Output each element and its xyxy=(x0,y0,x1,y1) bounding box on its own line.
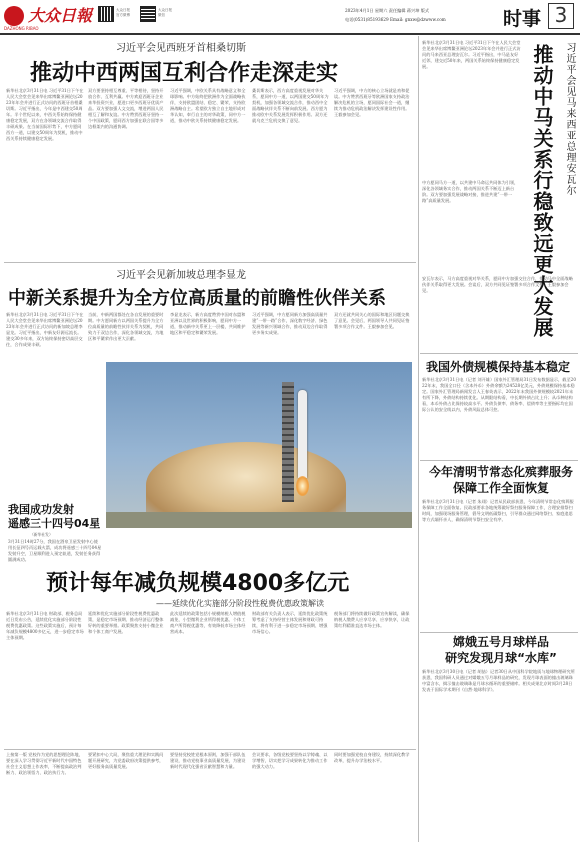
contact-line: 电话(0531)85193629 Email: gnxw@dzwww.com xyxy=(345,17,446,22)
article2-col3: 李显龙表示，新方高度赞赏中国对东盟和亚洲以及世界的积极影响，愿同中方一道，推动新中关系更上一层楼，共同维护地区和平稳定和繁荣发展。 xyxy=(170,312,246,335)
paper-pinyin: DAZHONG RIBAO xyxy=(4,26,39,31)
paper-name: 大众日報 xyxy=(28,6,93,25)
article2-headline: 中新关系提升为全方位高质量的前瞻性伙伴关系 xyxy=(8,288,386,309)
bottom-col2: 要紧扣中心大局，聚焦重大理论和实践问题开展研究，为党委政府决策提供参考，更好服务高质量发展。 xyxy=(88,752,164,769)
rocket-flame xyxy=(296,476,309,496)
launch-tower xyxy=(282,382,294,502)
article2-kicker: 习近平会见新加坡总理李显龙 xyxy=(116,270,246,281)
rocket-launch-photo xyxy=(106,362,412,528)
column-divider xyxy=(418,36,419,842)
article3-col5: 税务部门将持续做好政策宣传解读，确保纳税人缴费人应享尽享、应享快享，让政策红利精准直达市场主体。 xyxy=(334,611,410,628)
vertical-headline: 推动中马关系行稳致远更大发展 xyxy=(530,44,554,338)
article3-col2: 延续和优化实施部分阶段性税费优惠政策，是稳定市场预期、推动经济运行整体好转的重要举措。政策聚焦支持小微企业和个体工商户发展。 xyxy=(88,611,164,634)
rocket xyxy=(298,390,307,478)
vertical-article-col1: 新华社北京3月31日电 习近平31日下午在人民大会堂会见来华出席博鳌亚洲论坛2023年年会并进行正式访问的马来西亚总理安瓦尔。习近平指出，中马是友好近邻，建交近50年来，两国关系始终保持健康稳定发展。 xyxy=(422,40,521,69)
article1-col4: 桑切斯表示，西方高度重视发展对华关系，愿同中方一道，以两国建交50周年为契机，加强各领域交流合作，推动西中全面战略伙伴关系不断向前发展。西方愿为推动欧中关系发展发挥积极作用。双方还就乌克兰危机交换了意见。 xyxy=(252,88,329,123)
masthead-rule xyxy=(0,33,580,35)
bottom-col4: 会议要求，各级党校要坚持以学铸魂、以学增智，切实把学习成果转化为推动工作的强大动力。 xyxy=(252,752,328,769)
qr-label-weibo: 大众日报 官方微博 xyxy=(116,8,130,17)
divider xyxy=(420,353,578,354)
bottom-col1: 上接第一版 党校作为党的思想理论阵地，要在深入学习贯彻习近平新时代中国特色社会主义思想上作表率，不断提高政治判断力、政治领悟力、政治执行力。 xyxy=(6,752,83,775)
divider xyxy=(420,460,578,461)
article3-col3: 此次延续的政策包括小规模纳税人增值税减免、小型微利企业所得税优惠、个体工商户所得税优惠等，有效降低市场主体经营成本。 xyxy=(170,611,246,634)
vertical-kicker: 习近平会见马来西亚总理安瓦尔 xyxy=(564,42,575,196)
vertical-article-col2: 中方愿同马方一道，以共建中马命运共同体为引领，深化各领域务实合作，推动两国关系不断迈上新台阶。双方要加强发展战略对接，推进共建“一带一路”高质量发展。 xyxy=(422,180,519,203)
article2-col5: 双方还就共同关心的国际和地区问题交换了意见。会见后，两国领导人共同见证签署多项合作文件。王毅参加会见。 xyxy=(334,312,410,329)
launch-caption-credit: （新华社发） xyxy=(30,532,53,537)
article1-col1: 新华社北京3月31日电 习近平31日下午在人民大会堂会见来华出席博鳌亚洲论坛2023年年会并进行正式访问的西班牙首相桑切斯。习近平指出，今年是中西建交50周年。半个世纪以来，中西关系始终保持健康稳定发展，双方在各领域交流合作取得丰硕成果。在当前国际形势下，中方愿同西方一道，以建交50周年为契机，推动中西关系持续健康稳定发展。 xyxy=(6,88,84,141)
paper-logo-icon xyxy=(4,6,24,26)
article1-col3: 习近平强调，中欧关系具有战略意义和全球影响。中方始终把欧洲作为全面战略伙伴，支持欧盟团结、稳定、繁荣，支持欧洲战略自主。希望欧方独立自主地形成对华认知，奉行自主的对华政策，同中方一道，推动中欧关系持续健康稳定发展。 xyxy=(170,88,246,123)
ground-strip xyxy=(106,512,412,528)
article5-body: 新华社北京3月31日电（记者 朱翊）记者从民政部获悉，今年清明节常态化殡葬服务保障工作全面恢复。民政部要求各地统筹做好祭扫服务保障工作，合理安排祭扫时间，加强现场服务管理，倡导文明低碳祭扫，引导群众通过网络祭扫、家庭追思等方式缅怀亲人，确保清明节祭扫安全有序。 xyxy=(422,499,574,522)
launch-caption-title: 我国成功发射 遥感三十四号04星 xyxy=(8,503,101,530)
qr-code-icon xyxy=(140,6,156,22)
divider xyxy=(420,632,578,633)
article1-kicker: 习近平会见西班牙首相桑切斯 xyxy=(116,43,246,54)
launch-caption-body: 3月31日14时27分，我国在酒泉卫星发射中心使用长征四号丙运载火箭，成功将遥感三十四号04星发射升空，卫星顺利进入预定轨道，发射任务获得圆满成功。 xyxy=(8,539,102,562)
bottom-col5: 同时要加强党校自身建设，持续深化教学改革，提升办学治校水平。 xyxy=(334,752,410,763)
article4-headline: 我国外债规模保持基本稳定 xyxy=(426,360,571,374)
section-title: 时事 xyxy=(503,8,542,30)
article3-col4: 财政部有关负责人表示，延续优化政策统筹考虑了支持经营主体发展和财政可持续，将有利于进一步稳定市场预期、增强市场信心。 xyxy=(252,611,328,634)
divider xyxy=(4,749,416,750)
divider xyxy=(4,262,416,263)
article1-col5: 习近平强调，中方的核心立场就是劝和促谈。中方赞赏西班牙等欧洲国家支持政治解决危机的立场，愿同国际社会一道，继续为推动危机政治解决发挥建设性作用。王毅参加会见。 xyxy=(334,88,410,117)
article3-headline: 预计每年减负规模4800多亿元 xyxy=(46,571,350,596)
article5-headline: 今年清明节常态化殡葬服务 保障工作全面恢复 xyxy=(428,465,573,495)
article3-col1: 新华社北京3月31日电 财政部、税务总局近日发布公告，延续优化实施部分阶段性税费优惠政策。这些政策实施后，预计每年减负规模4800多亿元，进一步稳定市场主体预期。 xyxy=(6,611,84,640)
qr-code-icon xyxy=(98,6,114,22)
article2-col4: 习近平强调，中方愿同新方加强高质量共建“一带一路”合作，深化数字经济、绿色发展等新兴领域合作，推动双边合作取得更多务实成果。 xyxy=(252,312,328,335)
qr-label-wechat: 大众日报 微信 xyxy=(158,8,172,17)
vertical-article-col3: 安瓦尔表示，马方高度重视对华关系，愿同中方加强交往合作，推动马中全面战略伙伴关系取得更大发展。会谈后，双方共同见证签署多项合作文件。王毅参加会见。 xyxy=(422,276,573,293)
article4-body: 新华社北京3月31日电（记者 刘开雄）国家外汇管理局31日发布数据显示，截至2022年末，我国全口径（含本外币）外债余额为24528亿美元，外债规模保持基本稳定。国家外汇管理局新闻发言人王春英表示，2022年末我国外债规模较2021年末有所下降，外债结构持续优化。从期限结构看，中长期外债占比上升；从币种结构看，本币外债占比保持较高水平。外债负债率、债务率、偿债率等主要指标均在国际公认的安全线以内，外债风险总体可控。 xyxy=(422,377,576,412)
article1-col2: 双方要坚持相互尊重、平等相待，坚持开放合作、互利共赢。中方欢迎西班牙企业来华投资兴业，愿进口更多西班牙优质产品。双方要加强人文交流，增进两国人民相互了解和友谊。中方赞赏西班牙坚持一个中国政策，愿同西方加强在联合国等多边框架内的沟通协调。 xyxy=(88,88,164,129)
date-line: 2023年4月1日 星期六 责任编辑 蒋兴坤 版式 xyxy=(345,8,430,13)
article6-body: 新华社北京3月30日电（记者 胡喆）记者30日从中国科学院地质与地球物理研究所获悉，我国科研人员通过对嫦娥五号月球样品的研究，发现月球表面的撞击玻璃珠中富含水，揭示撞击玻璃珠是月球水循环的重要储库。相关成果北京时间3月28日发表于国际学术期刊《自然·地球科学》。 xyxy=(422,669,575,692)
article6-headline: 嫦娥五号月球样品 研究发现月球“水库” xyxy=(445,635,557,665)
page-number: 3 xyxy=(554,3,568,27)
bottom-col3: 要坚持党校姓党根本原则，加强干部队伍建设，推动党校事业高质量发展，为建设新时代现代化强省贡献智慧和力量。 xyxy=(170,752,246,769)
article3-subhead: ——延续优化实施部分阶段性税费优惠政策解读 xyxy=(156,599,324,608)
article2-col1: 新华社北京3月31日电 习近平31日下午在人民大会堂会见来华出席博鳌亚洲论坛2023年年会并进行正式访问的新加坡总理李显龙。习近平指出，中新友好源远流长。建交30多年来，双方始终保持密切高层交往，合作成果丰硕。 xyxy=(6,312,84,347)
article1-headline: 推动中西两国互利合作走深走实 xyxy=(30,61,339,86)
masthead xyxy=(0,0,580,34)
article2-col2: 当前，中新两国都处在各自发展的重要时期。中方愿同新方以两国关系提升为全方位高质量的前瞻性伙伴关系为契机，共同致力于双边合作，深化各领域交流，为地区和平繁荣作出更大贡献。 xyxy=(88,312,164,341)
